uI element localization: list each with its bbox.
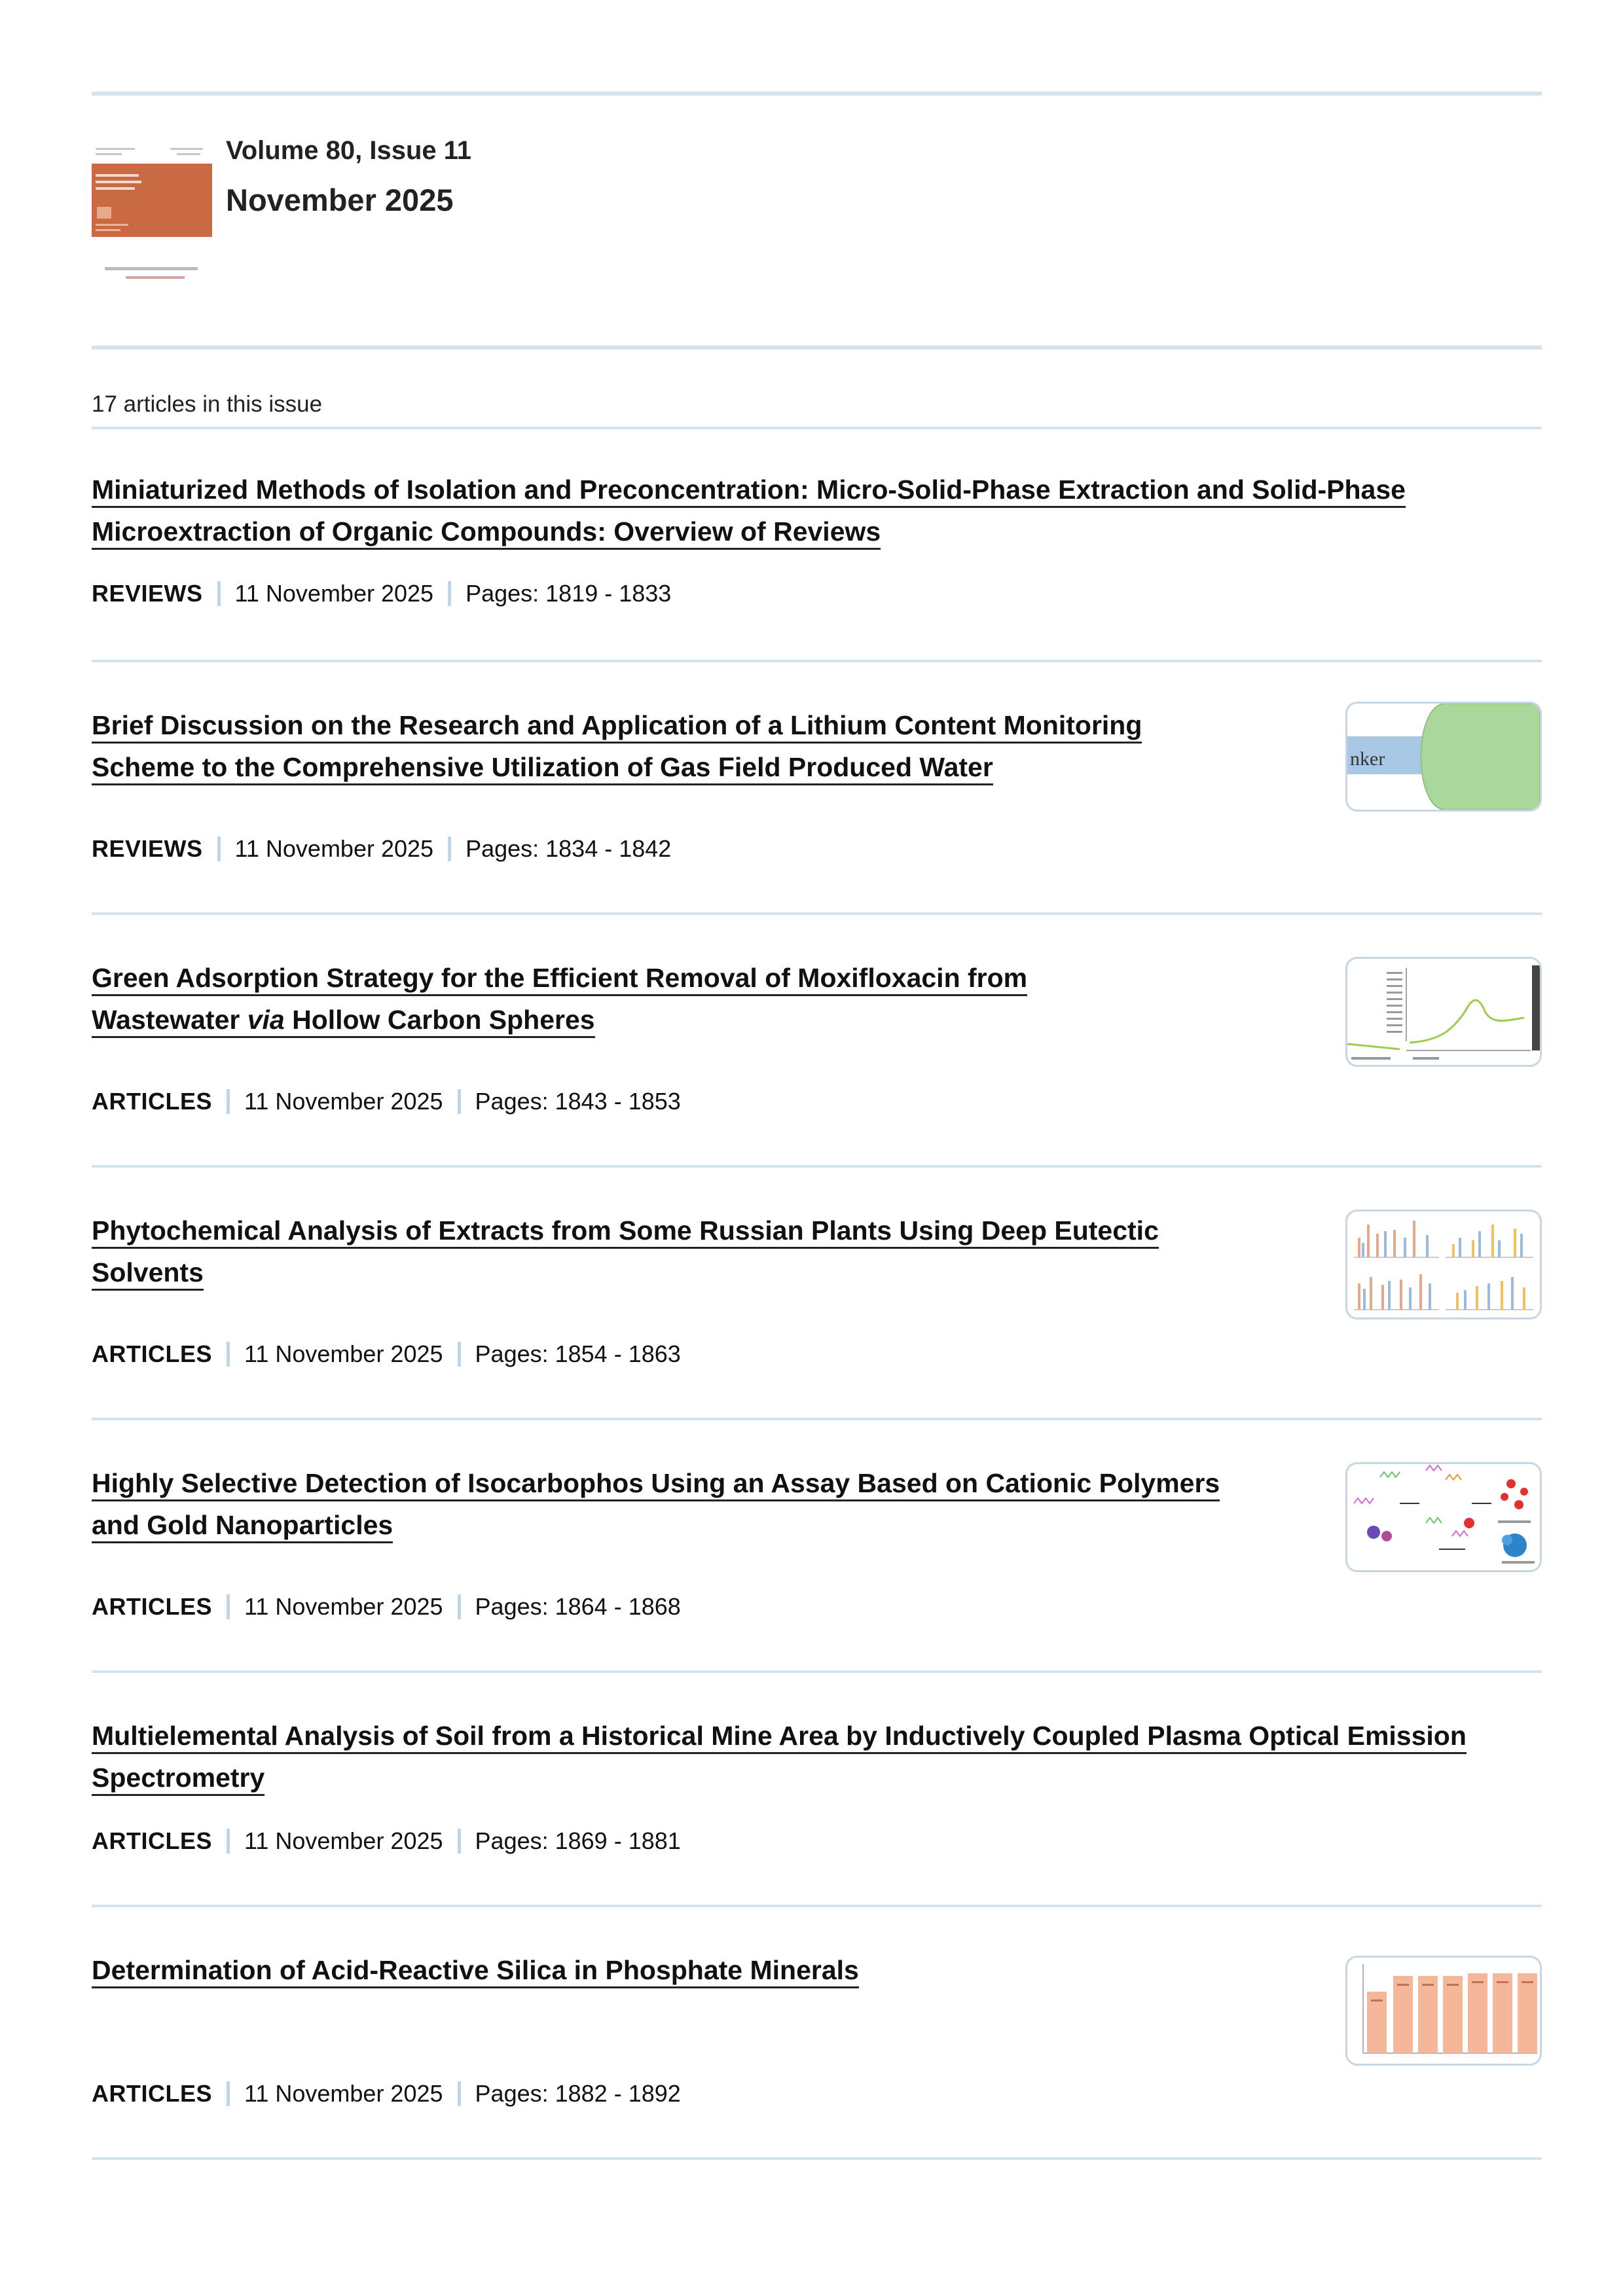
meta-separator	[458, 1089, 461, 1114]
article-meta	[92, 2080, 681, 2108]
article-divider	[92, 660, 1542, 662]
header-divider	[92, 346, 1542, 350]
meta-separator	[448, 836, 451, 861]
article-pages: Pages: 1834 - 1842	[465, 835, 672, 862]
article-thumbnail[interactable]	[1345, 1956, 1542, 2066]
meta-separator	[227, 1089, 230, 1114]
article-count: 17 articles in this issue	[92, 391, 323, 417]
article-title-link[interactable]: Multielemental Analysis of Soil from a Historical Mine Area by Inductively Coupled Plasma Optical Emission Spectrometry	[92, 1715, 1467, 1799]
article-pages: Pages: 1869 - 1881	[475, 1827, 681, 1854]
meta-separator	[227, 1594, 230, 1619]
article-type: ARTICLES	[92, 1593, 212, 1620]
article-divider	[92, 1905, 1542, 1907]
article-date: 11 November 2025	[244, 2080, 443, 2107]
article-meta	[92, 1827, 681, 1855]
meta-separator	[217, 836, 221, 861]
issue-date: November 2025	[226, 183, 454, 217]
meta-separator	[227, 2081, 230, 2106]
meta-separator	[458, 1594, 461, 1619]
article-date: 11 November 2025	[244, 1340, 443, 1367]
article-divider	[92, 1418, 1542, 1420]
top-divider	[92, 92, 1542, 96]
article-title-link[interactable]: Brief Discussion on the Research and Application of a Lithium Content Monitoring Scheme to the Comprehensive Utilization of Gas Field Produced Water	[92, 704, 1142, 788]
article-thumbnail[interactable]	[1345, 1462, 1542, 1572]
article-date: 11 November 2025	[244, 1088, 443, 1115]
article-title-link[interactable]: Phytochemical Analysis of Extracts from Some Russian Plants Using Deep Eutectic Solvents	[92, 1210, 1159, 1293]
thumb-label: nker	[1350, 748, 1385, 770]
article-pages: Pages: 1854 - 1863	[475, 1340, 681, 1367]
issue-volume: Volume 80, Issue 11	[226, 136, 472, 165]
article-thumbnail[interactable]	[1345, 1210, 1542, 1319]
article-type: ARTICLES	[92, 1340, 212, 1367]
article-type: ARTICLES	[92, 1827, 212, 1854]
article-meta	[92, 1593, 681, 1621]
article-pages: Pages: 1843 - 1853	[475, 1088, 681, 1115]
article-date: 11 November 2025	[234, 580, 434, 607]
article-pages: Pages: 1864 - 1868	[475, 1593, 681, 1620]
article-divider	[92, 2157, 1542, 2160]
article-type: REVIEWS	[92, 835, 203, 862]
article-divider	[92, 1670, 1542, 1673]
article-pages: Pages: 1819 - 1833	[465, 580, 672, 607]
meta-separator	[458, 1829, 461, 1854]
meta-separator	[227, 1342, 230, 1367]
meta-separator	[458, 1342, 461, 1367]
article-pages: Pages: 1882 - 1892	[475, 2080, 681, 2107]
article-date: 11 November 2025	[244, 1593, 443, 1620]
article-meta	[92, 835, 671, 863]
meta-separator	[448, 581, 451, 606]
article-meta	[92, 580, 671, 607]
meta-separator	[458, 2081, 461, 2106]
article-title-link[interactable]: Miniaturized Methods of Isolation and Preconcentration: Micro-Solid-Phase Extraction and Solid-Phase Microextraction of Organic Compounds: Overview of Reviews	[92, 469, 1406, 552]
article-title-link[interactable]: Determination of Acid-Reactive Silica in Phosphate Minerals	[92, 1949, 859, 1991]
article-date: 11 November 2025	[244, 1827, 443, 1854]
article-title-link[interactable]: Green Adsorption Strategy for the Efficient Removal of Moxifloxacin from Wastewater via Hollow Carbon Spheres	[92, 957, 1027, 1041]
article-type: REVIEWS	[92, 580, 203, 607]
article-meta	[92, 1088, 681, 1115]
article-divider	[92, 1165, 1542, 1168]
article-thumbnail[interactable]	[1345, 957, 1542, 1067]
count-divider	[92, 427, 1542, 429]
journal-cover-image[interactable]	[92, 143, 212, 289]
article-type: ARTICLES	[92, 2080, 212, 2107]
article-title-link[interactable]: Highly Selective Detection of Isocarbophos Using an Assay Based on Cationic Polymers and Gold Nanoparticles	[92, 1462, 1220, 1546]
article-type: ARTICLES	[92, 1088, 212, 1115]
meta-separator	[217, 581, 221, 606]
article-meta	[92, 1340, 681, 1368]
article-date: 11 November 2025	[234, 835, 434, 862]
meta-separator	[227, 1829, 230, 1854]
article-divider	[92, 912, 1542, 915]
article-thumbnail[interactable]	[1345, 702, 1542, 812]
